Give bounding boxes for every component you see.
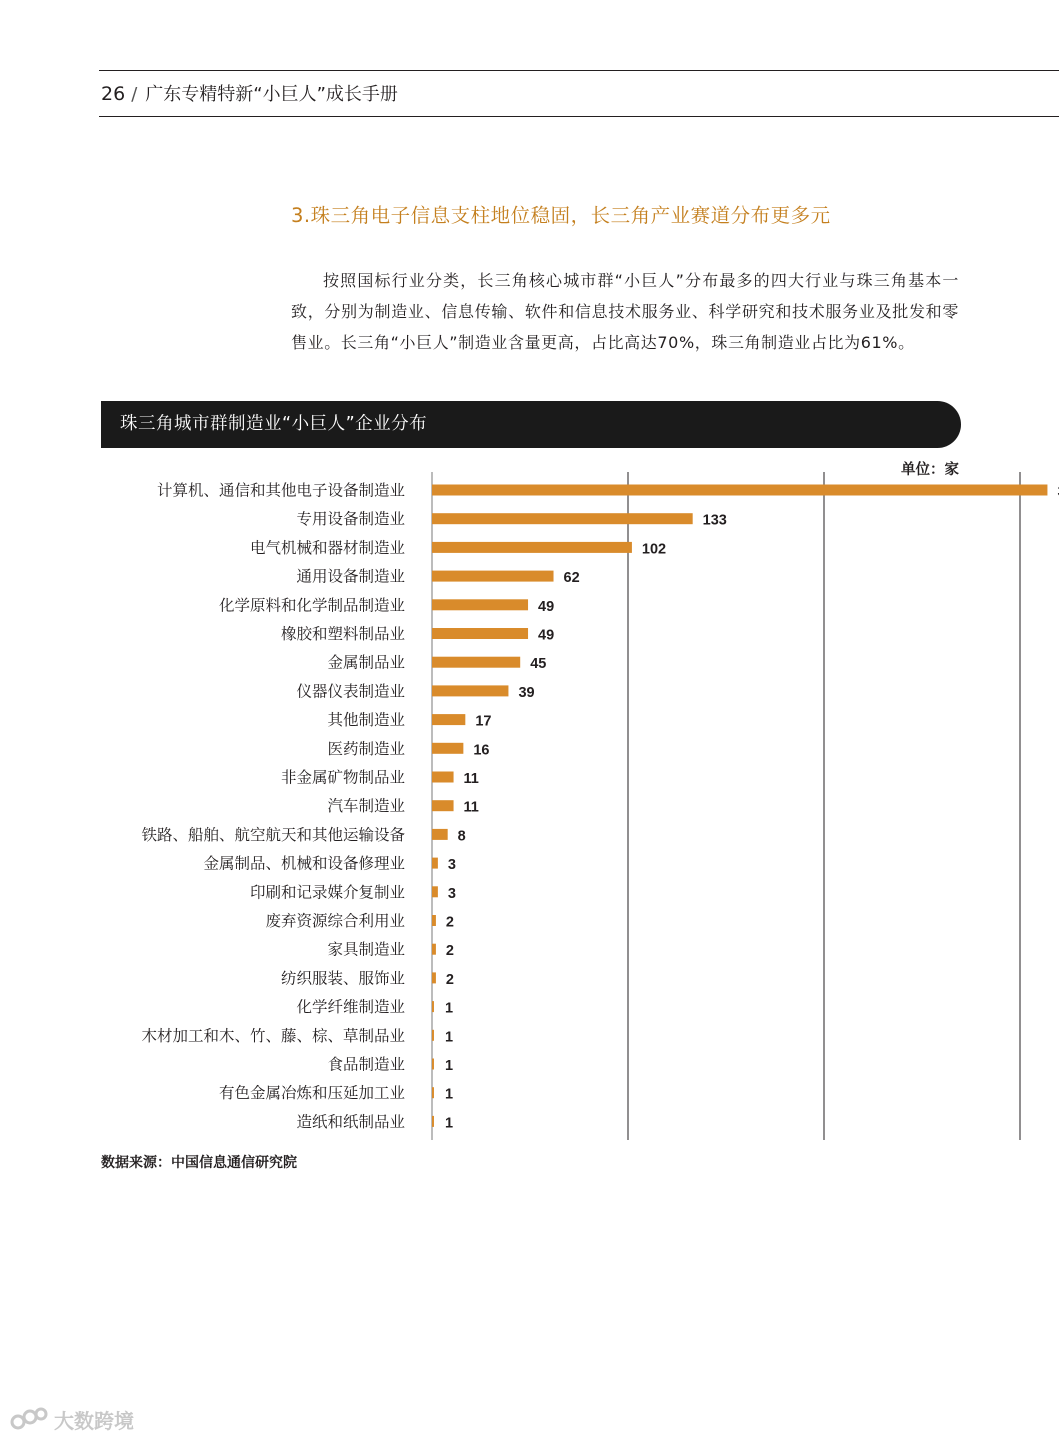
category-label: 家具制造业 — [327, 940, 405, 959]
value-label: 62 — [563, 570, 580, 587]
bar — [432, 1030, 434, 1041]
value-label: 45 — [530, 656, 547, 673]
category-label: 化学纤维制造业 — [296, 998, 405, 1017]
header-top-rule — [99, 70, 1059, 71]
value-label: 2 — [445, 914, 454, 931]
value-label: 3 — [447, 857, 456, 874]
bar — [432, 485, 1047, 496]
bar — [432, 1087, 434, 1098]
bar — [432, 657, 520, 668]
value-label: 1 — [445, 1115, 454, 1132]
category-label: 医药制造业 — [327, 739, 405, 758]
category-label: 造纸和纸制品业 — [296, 1112, 405, 1131]
chart-bars — [432, 485, 1047, 1127]
category-label: 计算机、通信和其他电子设备制造业 — [156, 481, 405, 500]
bar — [432, 915, 436, 926]
category-label: 专用设备制造业 — [296, 510, 405, 529]
bar — [432, 714, 465, 725]
value-label: 102 — [641, 541, 667, 558]
category-label: 铁路、船舶、航空航天和其他运输设备 — [141, 825, 405, 844]
value-label: 11 — [463, 799, 479, 816]
bar — [432, 571, 554, 582]
category-label: 纺织服装、服饰业 — [280, 969, 405, 988]
bar — [432, 944, 436, 955]
bar — [432, 1116, 434, 1127]
value-label: 133 — [702, 512, 727, 529]
value-label: 2 — [445, 943, 454, 960]
value-label: 2 — [445, 971, 454, 988]
value-label: 1 — [445, 1058, 454, 1074]
category-label: 仪器仪表制造业 — [296, 682, 405, 701]
bar-chart — [0, 470, 1059, 1142]
value-label: 1 — [445, 1000, 454, 1017]
bar — [432, 542, 632, 553]
watermark-text: 大数跨境 — [54, 1408, 134, 1433]
bar — [432, 599, 528, 610]
value-label: 39 — [518, 684, 535, 701]
chart-unit-label: 单位：家 — [901, 462, 959, 478]
bar — [432, 1059, 434, 1070]
bar — [432, 800, 454, 811]
category-label: 木材加工和木、竹、藤、棕、草制品业 — [141, 1026, 405, 1045]
brand-logo-icon — [10, 1406, 48, 1432]
category-label: 非金属矿物制品业 — [280, 768, 405, 787]
value-label: 49 — [538, 598, 555, 615]
bar — [432, 829, 448, 840]
bar — [432, 972, 436, 983]
body-paragraph: 按照国标行业分类，长三角核心城市群“小巨人”分布最多的四大行业与珠三角基本一致，分别为制造业、信息传输、软件和信息技术服务业、科学研究和技术服务业及批发和零售业。长三角“小巨人”制造业含量更高，占比高达70%，珠三角制造业占比为61%。 — [291, 271, 959, 352]
page-number: 26 — [101, 83, 126, 105]
value-label: 8 — [457, 828, 466, 845]
category-label: 金属制品、机械和设备修理业 — [203, 854, 405, 873]
value-label: 16 — [473, 742, 490, 759]
bar — [432, 743, 463, 754]
chart-title: 珠三角城市群制造业“小巨人”企业分布 — [120, 414, 428, 434]
bar — [432, 772, 454, 783]
value-label: 1 — [445, 1029, 454, 1046]
category-label: 电气机械和器材制造业 — [249, 538, 405, 557]
page-header — [101, 82, 398, 106]
chart-category-labels — [141, 482, 405, 1131]
value-label: 11 — [463, 771, 479, 787]
watermark — [10, 1402, 134, 1436]
header-separator: / — [131, 84, 138, 105]
value-label: 3 — [447, 885, 456, 902]
bar — [432, 628, 528, 639]
section-heading: 3.珠三角电子信息支柱地位稳固，长三角产业赛道分布更多元 — [291, 204, 831, 227]
category-label: 其他制造业 — [327, 711, 405, 730]
value-label: 1 — [445, 1086, 454, 1103]
value-label: 49 — [538, 627, 555, 644]
bar — [432, 685, 508, 696]
bar — [432, 1001, 434, 1012]
chart-title-banner — [101, 401, 961, 448]
header-bottom-rule — [99, 116, 1059, 117]
category-label: 金属制品业 — [327, 653, 405, 672]
bar — [432, 886, 438, 897]
category-label: 化学原料和化学制品制造业 — [218, 596, 405, 615]
category-label: 有色金属冶炼和压延加工业 — [218, 1084, 405, 1103]
category-label: 废弃资源综合利用业 — [265, 912, 405, 930]
data-source-note: 数据来源：中国信息通信研究院 — [101, 1155, 297, 1171]
book-title: 广东专精特新“小巨人”成长手册 — [145, 84, 398, 105]
category-label: 橡胶和塑料制品业 — [280, 625, 405, 643]
value-label: 17 — [475, 713, 492, 730]
category-label: 印刷和记录媒介复制业 — [249, 883, 405, 902]
category-label: 通用设备制造业 — [296, 567, 405, 586]
bar — [432, 858, 438, 869]
bar — [432, 513, 693, 524]
category-label: 汽车制造业 — [327, 797, 405, 816]
category-label: 食品制造业 — [327, 1055, 405, 1074]
